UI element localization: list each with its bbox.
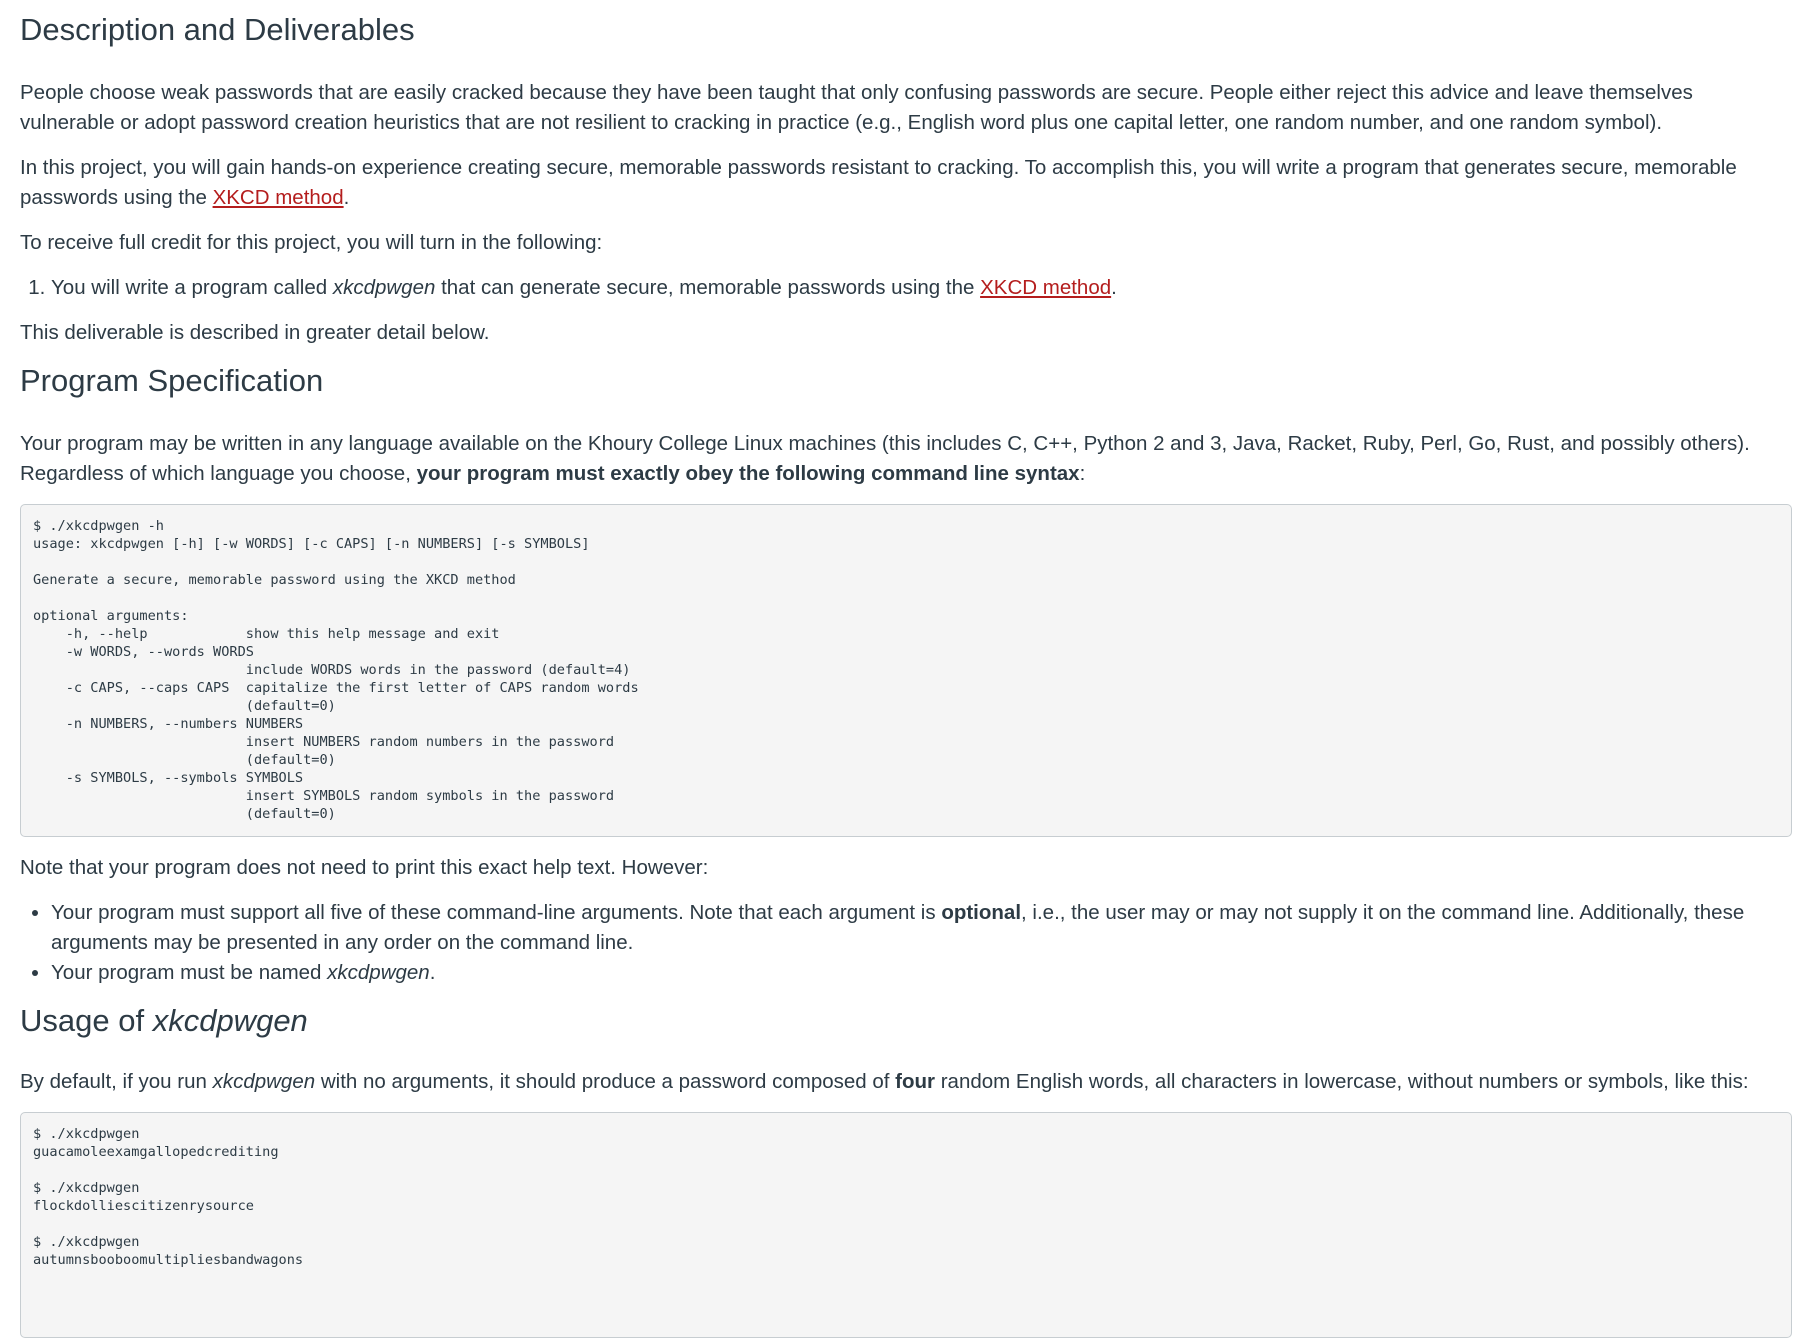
usage-heading — [20, 1003, 1792, 1039]
deliverable-item — [51, 273, 1792, 303]
requirements-list — [20, 898, 1792, 988]
usage-emphasis: four — [895, 1070, 936, 1093]
usage-text: random English words, all characters in lowercase, without numbers or symbols, like this: — [935, 1070, 1749, 1093]
xkcd-method-link[interactable]: XKCD method — [212, 186, 344, 209]
program-name: xkcdpwgen — [212, 1070, 316, 1093]
requirement-item — [51, 958, 1792, 988]
spec-paragraph-1 — [20, 429, 1792, 489]
requirement-item — [51, 898, 1792, 958]
requirement-text: Your program must be named — [51, 961, 328, 984]
usage-text: with no arguments, it should produce a password composed of — [315, 1070, 896, 1093]
spec-text: Your program may be written in any language available on the Khoury College Linux machines (this includes C, C++, Python 2 and 3, Java, Racket, Ruby, Perl, Go, Rust, and possibly others). Regardless of which language you choose, — [20, 432, 1750, 485]
spec-emphasis: your program must exactly obey the following command line syntax — [416, 462, 1080, 485]
program-name: xkcdpwgen — [332, 276, 436, 299]
examples-code-block: $ ./xkcdpwgen guacamoleexamgallopedcrediting $ ./xkcdpwgen flockdolliescitizenrysource $ ./xkcdpwgen autumnsbooboomultipliesbandwagons — [20, 1112, 1792, 1338]
program-name: xkcdpwgen — [327, 961, 430, 984]
spec-heading: Program Specification — [20, 363, 324, 398]
description-heading: Description and Deliverables — [20, 12, 415, 47]
description-paragraph-2 — [20, 153, 1792, 213]
usage-text: By default, if you run — [20, 1070, 213, 1093]
usage-paragraph — [20, 1067, 1792, 1097]
description-paragraph-3: To receive full credit for this project, you will turn in the following: — [20, 231, 603, 254]
requirement-emphasis: optional — [941, 901, 1022, 924]
help-text-code-block: $ ./xkcdpwgen -h usage: xkcdpwgen [-h] [-w WORDS] [-c CAPS] [-n NUMBERS] [-s SYMBOLS] Generate a secure, memorable password using the XKCD method optional arguments: -h, --help show this help message and exit -w WORDS, --words WORDS include WORDS words in the password (default=4) -c CAPS, --caps CAPS capitalize the first letter of CAPS random words (default=0) -n NUMBERS, --numbers NUMBERS insert NUMBERS random numbers in the password (default=0) -s SYMBOLS, --symbols SYMBOLS insert SYMBOLS random symbols in the password (default=0) — [20, 504, 1792, 837]
spec-text: : — [1079, 462, 1086, 485]
xkcd-method-link[interactable]: XKCD method — [980, 276, 1112, 299]
description-paragraph-1: People choose weak passwords that are easily cracked because they have been taught that only confusing passwords are secure. People either reject this advice and leave themselves vulnerable or adopt password creation heuristics that are not resilient to cracking in practice (e.g., English word plus one capital letter, one random number, and one random symbol). — [20, 81, 1693, 134]
description-text: In this project, you will gain hands-on experience creating secure, memorable passwords resistant to cracking. To accomplish this, you will write a program that generates secure, memorable passwords using the — [20, 156, 1737, 209]
requirement-text: Your program must support all five of these command-line arguments. Note that each argument is — [51, 901, 942, 924]
requirement-text: . — [429, 961, 436, 984]
spec-note: Note that your program does not need to print this exact help text. However: — [20, 856, 709, 879]
deliverables-list — [20, 273, 1792, 303]
usage-heading-text: Usage of — [20, 1003, 153, 1038]
deliverable-text: that can generate secure, memorable passwords using the — [435, 276, 981, 299]
description-paragraph-4: This deliverable is described in greater detail below. — [20, 321, 490, 344]
description-text: . — [343, 186, 350, 209]
requirement-text: , i.e., the user may or may not supply it on the command line. Additionally, these arguments may be presented in any order on the command line. — [51, 901, 1745, 954]
deliverable-text: You will write a program called — [51, 276, 333, 299]
deliverable-text: . — [1111, 276, 1117, 299]
usage-heading-program: xkcdpwgen — [152, 1003, 308, 1038]
